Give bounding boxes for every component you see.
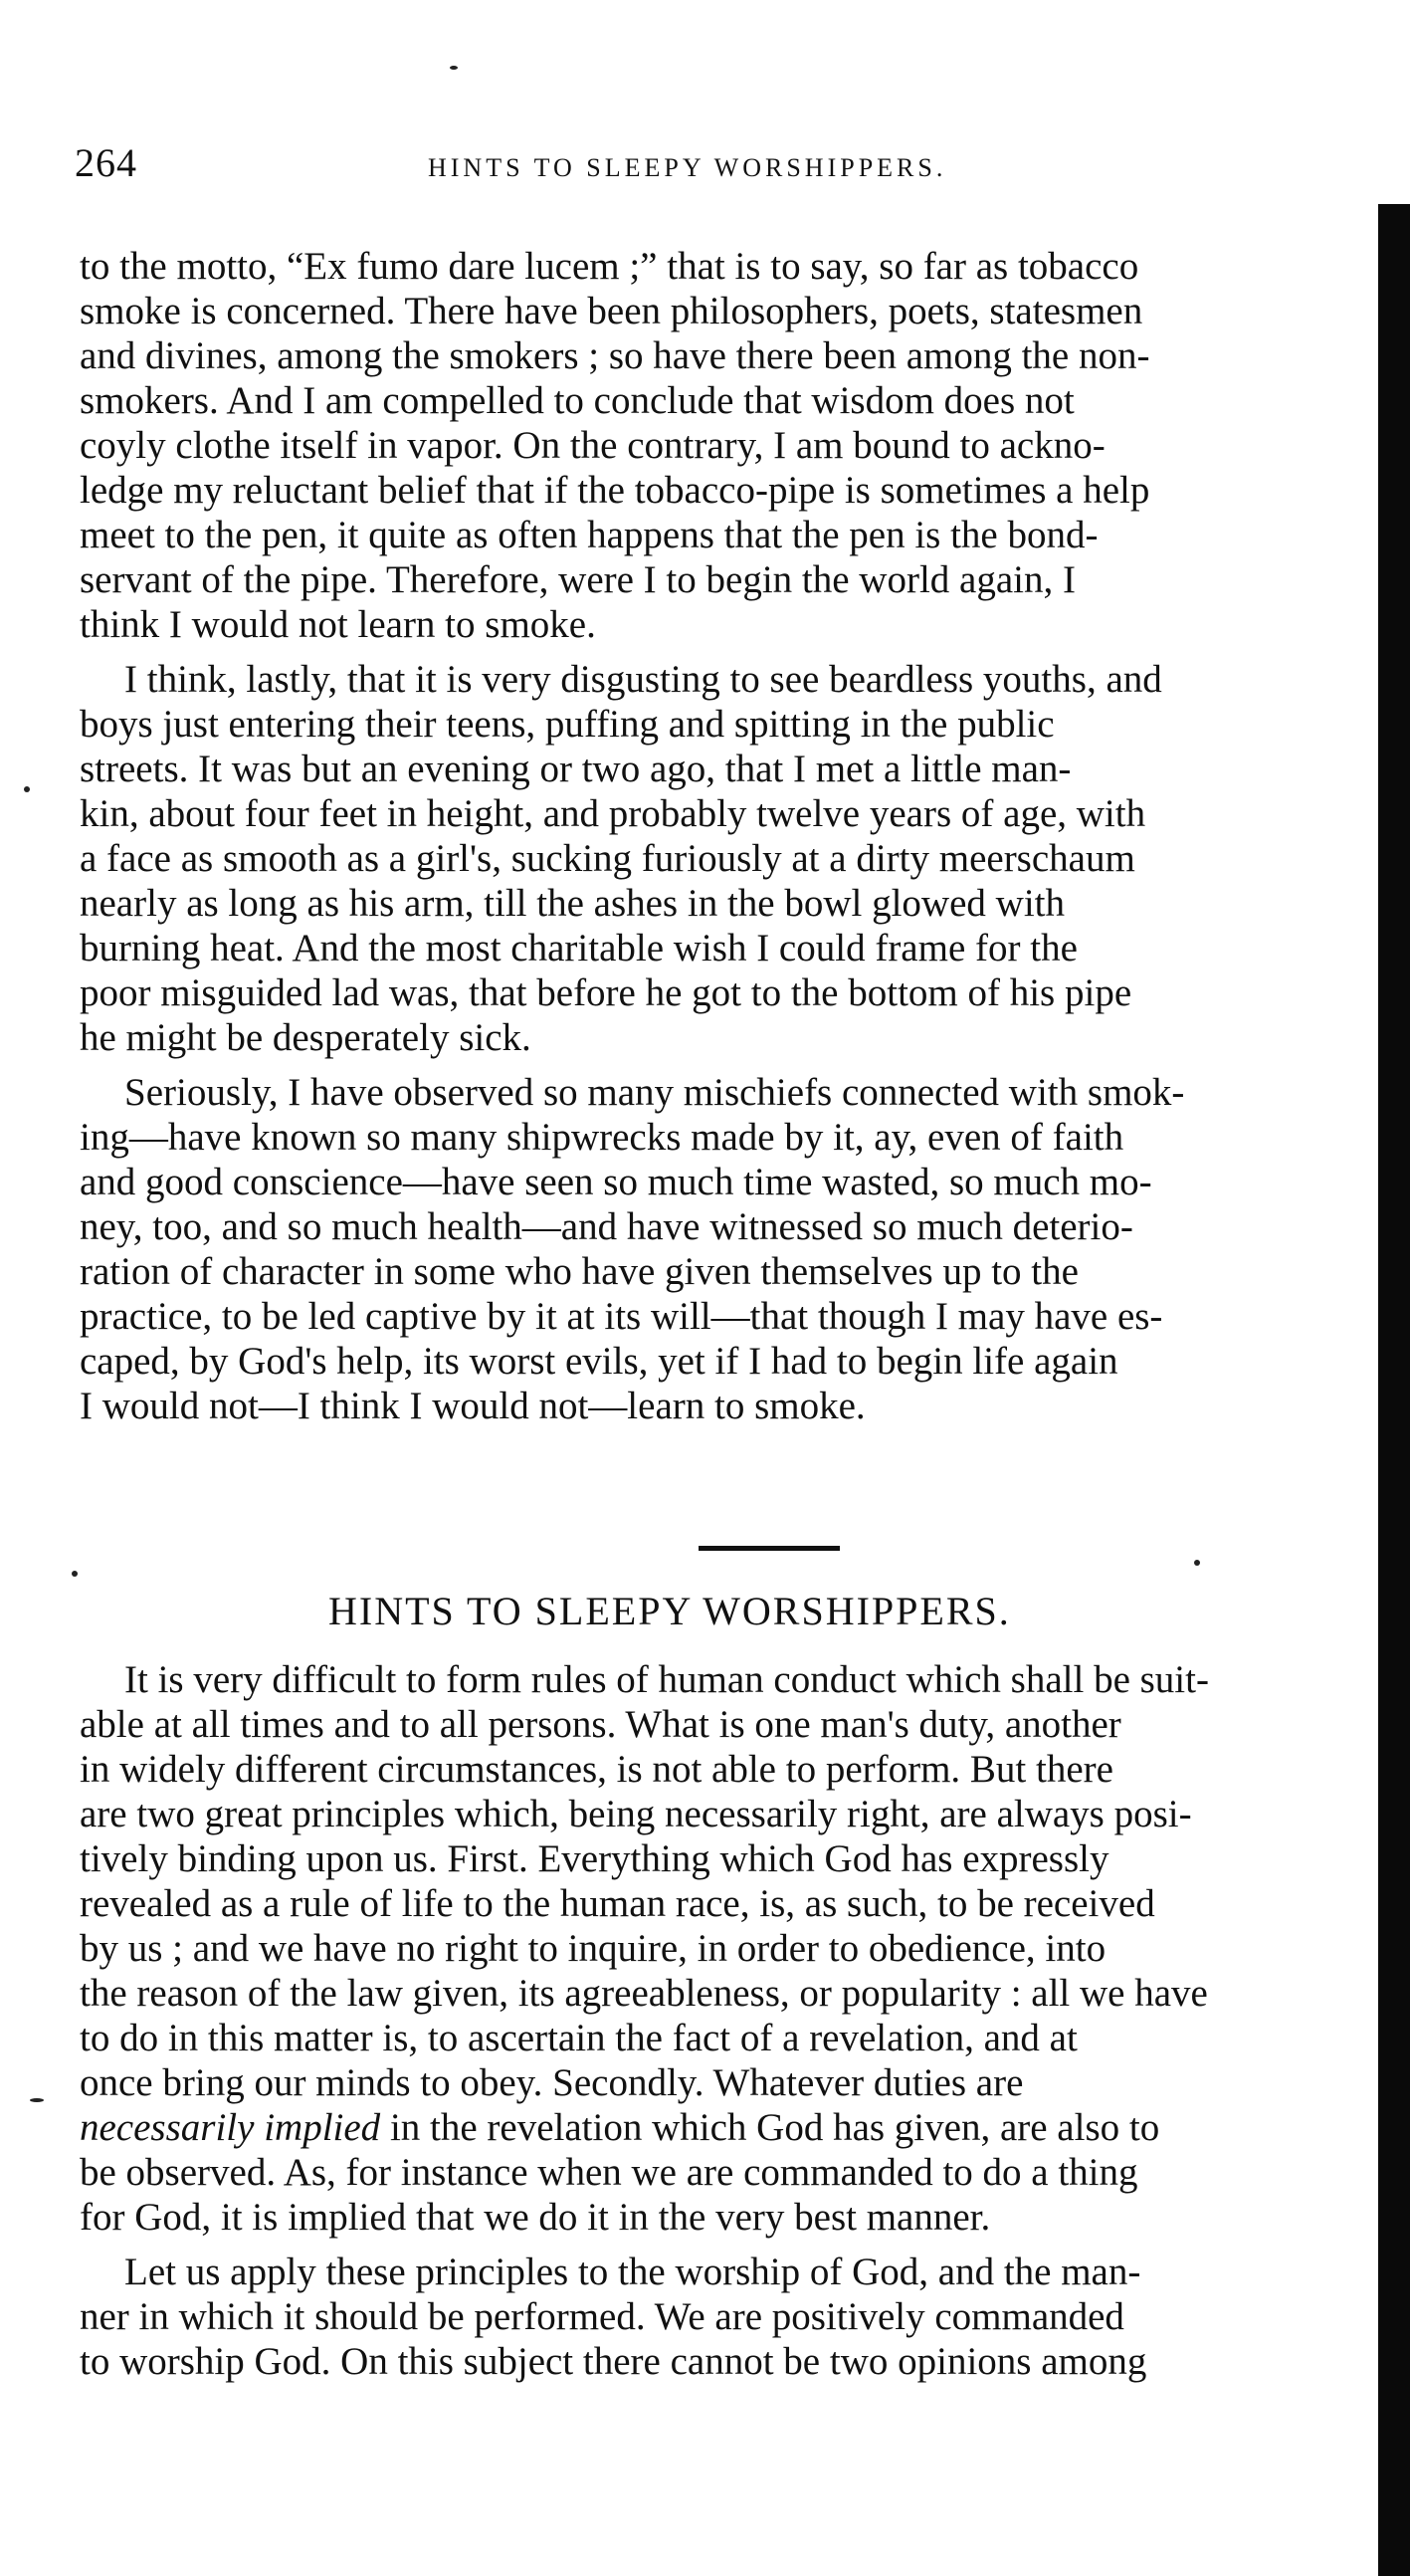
text-line: ney, too, and so much health—and have witnessed so much deterio- <box>80 1205 1133 1248</box>
text-line: servant of the pipe. Therefore, were I to begin the world again, I <box>80 558 1076 601</box>
ink-speck <box>72 1571 78 1577</box>
text-line: be observed. As, for instance when we are commanded to do a thing <box>80 2151 1138 2194</box>
text-line: practice, to be led captive by it at its will—that though I may have es- <box>80 1295 1163 1338</box>
text-line: he might be desperately sick. <box>80 1016 531 1059</box>
text-line: a face as smooth as a girl's, sucking furiously at a dirty meerschaum <box>80 837 1135 880</box>
text-line: ing—have known so many shipwrecks made by it, ay, even of faith <box>80 1116 1124 1159</box>
ink-speck <box>1194 1560 1200 1566</box>
text-line-italic-lead <box>80 2105 1373 2150</box>
text-line: It is very difficult to form rules of human conduct which shall be suit- <box>124 1658 1209 1701</box>
text-line: I think, lastly, that it is very disgusting to see beardless youths, and <box>124 658 1162 701</box>
text-line: revealed as a rule of life to the human race, is, as such, to be received <box>80 1882 1155 1925</box>
paragraph-youths <box>80 657 1373 1060</box>
text-line: coyly clothe itself in vapor. On the contrary, I am bound to ackno- <box>80 424 1106 467</box>
text-line: and good conscience—have seen so much time wasted, so much mo- <box>80 1161 1152 1203</box>
italic-phrase: necessarily implied <box>80 2106 381 2149</box>
text-line: smoke is concerned. There have been philosophers, poets, statesmen <box>80 290 1143 332</box>
text-line: ner in which it should be performed. We are positively commanded <box>80 2295 1124 2338</box>
text-line: and divines, among the smokers ; so have there been among the non- <box>80 334 1150 377</box>
essay-sleepy-worshippers <box>80 1657 1373 2384</box>
text-line: ledge my reluctant belief that if the tobacco-pipe is sometimes a help <box>80 469 1150 512</box>
page-number: 264 <box>75 140 137 185</box>
paragraph-principles <box>80 1657 1373 2240</box>
text-line: nearly as long as his arm, till the ashes in the bowl glowed with <box>80 882 1065 925</box>
text-line: caped, by God's help, its worst evils, yet if I had to begin life again <box>80 1340 1118 1383</box>
text-line: ration of character in some who have given themselves up to the <box>80 1250 1079 1293</box>
ink-speck <box>450 66 458 70</box>
page-header <box>75 139 1368 199</box>
paragraph-apply <box>80 2250 1373 2384</box>
text-line: are two great principles which, being necessarily right, are always posi- <box>80 1793 1192 1835</box>
text-line: able at all times and to all persons. What is one man's duty, another <box>80 1703 1121 1746</box>
text-line: in widely different circumstances, is not able to perform. But there <box>80 1748 1113 1791</box>
running-head: HINTS TO SLEEPY WORSHIPPERS. <box>428 153 947 182</box>
text-line: I would not—I think I would not—learn to smoke. <box>80 1385 866 1427</box>
text-line: tively binding upon us. First. Everything which God has expressly <box>80 1837 1109 1880</box>
italic-line-rest: in the revelation which God has given, are also to <box>380 2106 1160 2149</box>
ink-speck <box>24 786 30 792</box>
text-line: Seriously, I have observed so many mischiefs connected with smok- <box>124 1071 1185 1114</box>
paragraph-seriously <box>80 1070 1373 1428</box>
text-line: by us ; and we have no right to inquire, in order to obedience, into <box>80 1927 1107 1970</box>
text-line: kin, about four feet in height, and probably twelve years of age, with <box>80 792 1146 835</box>
section-title: HINTS TO SLEEPY WORSHIPPERS. <box>328 1589 1011 1633</box>
text-line: to worship God. On this subject there cannot be two opinions among <box>80 2340 1147 2383</box>
paragraph-motto <box>80 244 1373 647</box>
text-line: poor misguided lad was, that before he got to the bottom of his pipe <box>80 971 1132 1014</box>
text-line: once bring our minds to obey. Secondly. Whatever duties are <box>80 2061 1024 2104</box>
text-line: streets. It was but an evening or two ago, that I met a little man- <box>80 748 1072 790</box>
ink-speck <box>30 2098 44 2102</box>
text-line: to do in this matter is, to ascertain the fact of a revelation, and at <box>80 2017 1078 2059</box>
section-divider <box>699 1546 840 1551</box>
text-line: think I would not learn to smoke. <box>80 603 596 646</box>
text-line: smokers. And I am compelled to conclude that wisdom does not <box>80 379 1075 422</box>
text-line: meet to the pen, it quite as often happens that the pen is the bond- <box>80 514 1099 556</box>
text-line: to the motto, “Ex fumo dare lucem ;” that is to say, so far as tobacco <box>80 245 1139 288</box>
text-line: burning heat. And the most charitable wish I could frame for the <box>80 927 1078 969</box>
text-line: for God, it is implied that we do it in the very best manner. <box>80 2196 991 2239</box>
text-line: the reason of the law given, its agreeableness, or popularity : all we have <box>80 1972 1208 2015</box>
text-line: boys just entering their teens, puffing and spitting in the public <box>80 703 1055 746</box>
essay-continuation <box>80 244 1373 1428</box>
text-line: Let us apply these principles to the worship of God, and the man- <box>124 2251 1141 2293</box>
scan-edge-shadow <box>1378 204 1410 2576</box>
